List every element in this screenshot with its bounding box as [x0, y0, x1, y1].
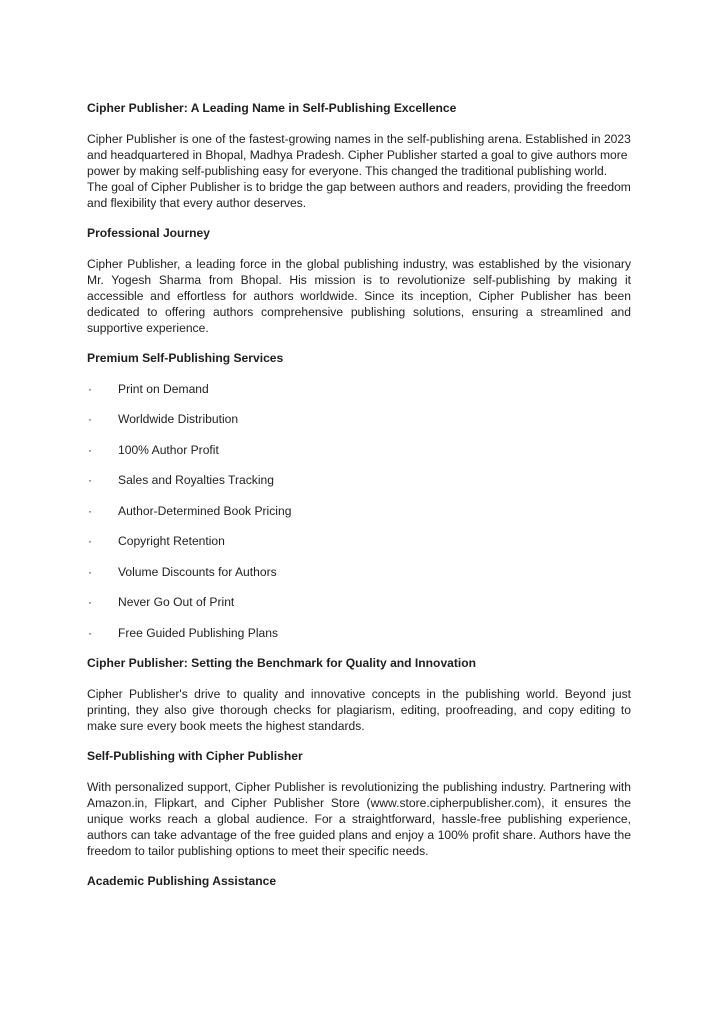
list-item: [87, 472, 631, 488]
bullet-icon: ·: [88, 442, 92, 457]
section-heading-academic-assistance: Academic Publishing Assistance: [87, 874, 277, 888]
bullet-icon: ·: [88, 595, 92, 609]
section-heading-professional-journey: Professional Journey: [87, 226, 210, 240]
list-item-label: Author-Determined Book Pricing: [118, 503, 292, 518]
list-item-label: Never Go Out of Print: [118, 595, 235, 609]
list-item: [87, 503, 631, 519]
list-item-label: Print on Demand: [118, 381, 209, 396]
list-item: [87, 594, 631, 610]
bullet-icon: ·: [88, 625, 92, 640]
list-item: [87, 381, 631, 397]
bullet-icon: ·: [88, 473, 92, 487]
list-item-label: 100% Author Profit: [118, 442, 219, 457]
list-item: [87, 442, 631, 458]
list-item: [87, 625, 631, 641]
bullet-icon: ·: [88, 564, 92, 579]
list-item: [87, 533, 631, 549]
list-item: [87, 411, 631, 427]
list-item-label: Copyright Retention: [118, 534, 225, 548]
document-title: Cipher Publisher: A Leading Name in Self-Publishing Excellence: [87, 101, 457, 115]
bullet-icon: ·: [88, 412, 92, 426]
professional-journey-paragraph: Cipher Publisher, a leading force in the global publishing industry, was established by the visionary Mr. Yogesh Sharma from Bhopal. His mission is to revolutionize self-publishing by making it accessible and effortless for authors worldwide. Since its inception, Cipher Publisher has been dedicated to offering authors comprehensive publishing solutions, ensuring a streamlined and supportive experience.: [87, 256, 631, 335]
section-heading-self-publishing: Self-Publishing with Cipher Publisher: [87, 749, 303, 763]
self-publishing-paragraph: With personalized support, Cipher Publisher is revolutionizing the publishing industry. Partnering with Amazon.in, Flipkart, and Cipher Publisher Store (www.store.cipherpublisher.com), it ensures the unique works reach a global audience. For a straightforward, hassle-free publishing experience, authors can take advantage of the free guided plans and enjoy a 100% profit share. Authors have the freedom to tailor publishing options to meet their specific needs.: [87, 779, 631, 858]
list-item-label: Sales and Royalties Tracking: [118, 473, 274, 487]
section-heading-quality-innovation: Cipher Publisher: Setting the Benchmark for Quality and Innovation: [87, 656, 477, 670]
bullet-icon: ·: [88, 534, 92, 548]
list-item-label: Volume Discounts for Authors: [118, 564, 277, 579]
list-item-label: Free Guided Publishing Plans: [118, 625, 279, 640]
section-heading-services: Premium Self-Publishing Services: [87, 351, 284, 365]
list-item: [87, 564, 631, 580]
services-list: [87, 381, 631, 641]
bullet-icon: ·: [88, 503, 92, 518]
document-page: [87, 100, 631, 889]
bullet-icon: ·: [88, 381, 92, 396]
intro-paragraph: Cipher Publisher is one of the fastest-growing names in the self-publishing arena. Established in 2023 and headquartered in Bhopal, Madhya Pradesh. Cipher Publisher started a goal to give authors more power by making self-publishing easy for everyone. This changed the traditional publishing world. The goal of Cipher Publisher is to bridge the gap between authors and readers, providing the freedom and flexibility that every author deserves.: [87, 131, 631, 210]
list-item-label: Worldwide Distribution: [118, 412, 239, 426]
quality-innovation-paragraph: Cipher Publisher's drive to quality and innovative concepts in the publishing world. Beyond just printing, they also give thorough checks for plagiarism, editing, proofreading, and copy editing to make sure every book meets the highest standards.: [87, 686, 631, 733]
